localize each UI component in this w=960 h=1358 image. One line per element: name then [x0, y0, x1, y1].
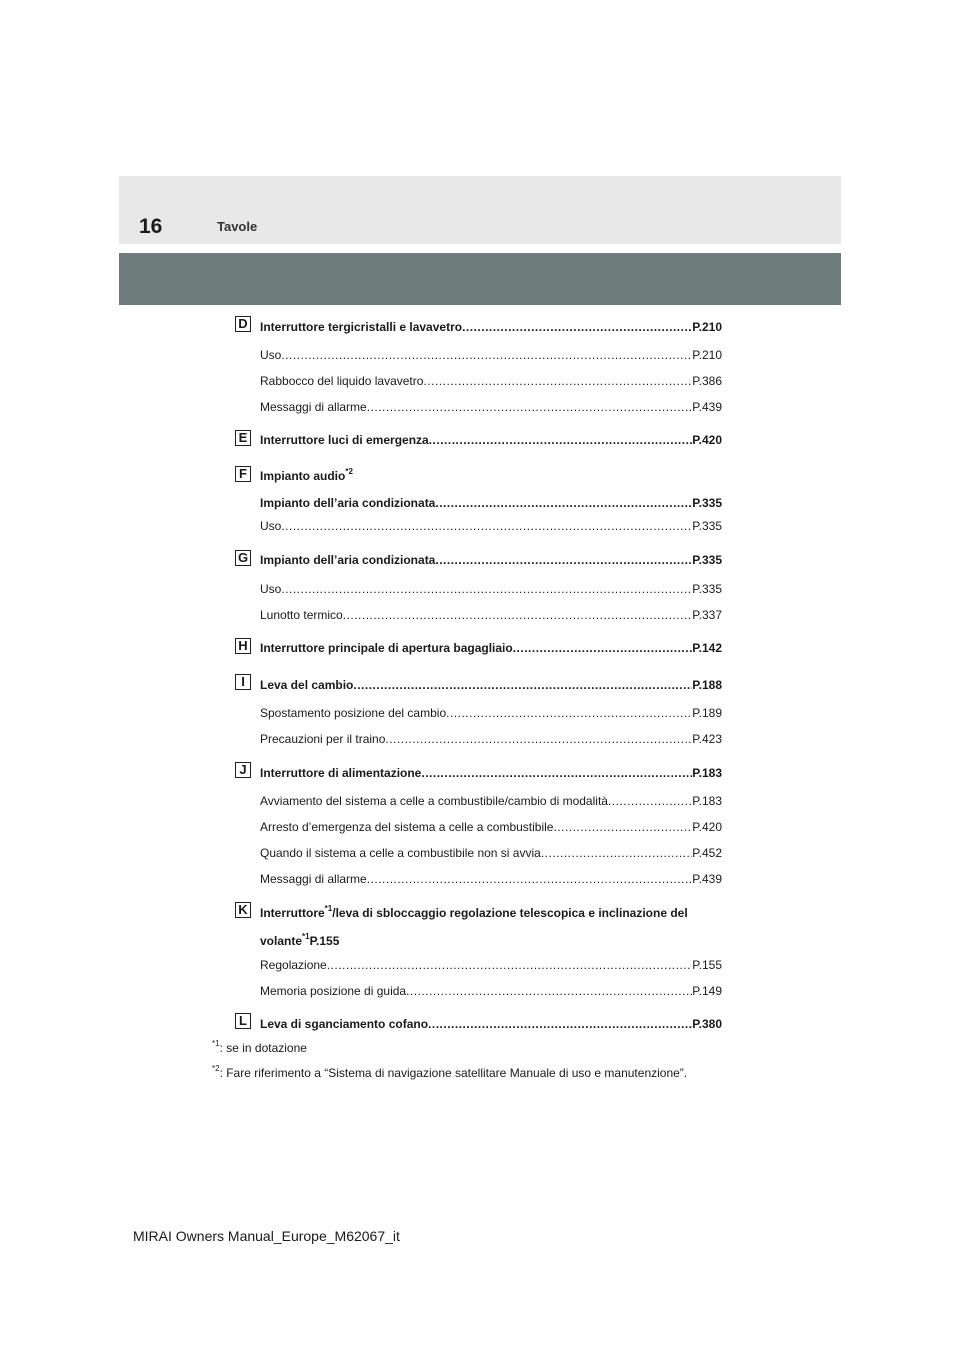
- footnote-2: [212, 1066, 687, 1080]
- entry-label: Spostamento posizione del cambio: [260, 706, 447, 720]
- entry-page: P.155: [309, 934, 340, 948]
- entry-label: Uso: [260, 519, 282, 533]
- badge-e: E: [235, 430, 251, 446]
- badge-g: G: [235, 550, 251, 566]
- entry-label: Quando il sistema a celle a combustibile non si avvia: [260, 846, 541, 860]
- entry-label: Impianto dell’aria condizionata: [260, 553, 436, 567]
- entry-label: Uso: [260, 582, 282, 596]
- entry-page: P.210: [692, 320, 722, 334]
- index-entry[interactable]: [260, 468, 722, 484]
- entry-page: P.423: [692, 732, 722, 746]
- badge-i: I: [235, 674, 251, 690]
- index-entry[interactable]: [260, 319, 722, 335]
- entry-page: P.420: [692, 820, 722, 834]
- badge-d: D: [235, 316, 251, 332]
- entry-page: P.188: [692, 678, 722, 692]
- index-subentry[interactable]: [260, 373, 722, 389]
- index-entry[interactable]: [260, 677, 722, 693]
- badge-h: H: [235, 638, 251, 654]
- entry-page: P.335: [692, 582, 722, 596]
- entry-label: Regolazione: [260, 958, 327, 972]
- entry-page: P.439: [692, 400, 722, 414]
- entry-page: P.183: [692, 766, 722, 780]
- entry-label: volante: [260, 934, 303, 948]
- page-footer: MIRAI Owners Manual_Europe_M62067_it: [133, 1228, 400, 1244]
- entry-label: Interruttore: [260, 906, 325, 920]
- index-subentry[interactable]: [260, 871, 722, 887]
- index-subentry[interactable]: [260, 957, 722, 973]
- index-subentry[interactable]: [260, 581, 722, 597]
- footnote-text: : Fare riferimento a “Sistema di navigazione satellitare Manuale di uso e manutenzione”.: [219, 1066, 688, 1080]
- index-subentry[interactable]: [260, 731, 722, 747]
- index-entry[interactable]: [260, 495, 722, 511]
- entry-label: Interruttore principale di apertura bagagliaio: [260, 641, 513, 655]
- index-entry-cont[interactable]: [260, 933, 722, 949]
- entry-page: P.380: [692, 1017, 722, 1031]
- entry-page: P.189: [692, 706, 722, 720]
- entry-label: Messaggi di allarme: [260, 872, 367, 886]
- page-header: [119, 176, 841, 244]
- index-subentry[interactable]: [260, 399, 722, 415]
- entry-page: P.335: [692, 519, 722, 533]
- entry-label: Messaggi di allarme: [260, 400, 367, 414]
- entry-label: Impianto dell’aria condizionata: [260, 496, 436, 510]
- entry-page: P.439: [692, 872, 722, 886]
- index-subentry[interactable]: [260, 983, 722, 999]
- index-subentry[interactable]: [260, 845, 722, 861]
- badge-l: L: [235, 1013, 251, 1029]
- entry-page: P.386: [692, 374, 722, 388]
- header-band: [119, 253, 841, 305]
- entry-label: Impianto audio: [260, 469, 346, 483]
- footnote-text: : se in dotazione: [219, 1041, 307, 1055]
- entry-label: Lunotto termico: [260, 608, 343, 622]
- entry-page: P.335: [692, 496, 722, 510]
- footnote-mark: *1: [324, 904, 333, 913]
- entry-page: P.420: [692, 433, 722, 447]
- page-number: 16: [139, 215, 163, 238]
- entry-page: P.155: [692, 958, 722, 972]
- entry-page: P.142: [692, 641, 722, 655]
- entry-page: P.183: [692, 794, 722, 808]
- index-subentry[interactable]: [260, 793, 722, 809]
- footnote-mark: *1: [212, 1039, 220, 1048]
- entry-page: P.149: [692, 984, 722, 998]
- entry-label: Uso: [260, 348, 282, 362]
- entry-label: Memoria posizione di guida: [260, 984, 407, 998]
- footnote-mark: *1: [302, 932, 310, 941]
- badge-k: K: [235, 902, 251, 918]
- footnote-1: [212, 1041, 307, 1055]
- entry-label: Avviamento del sistema a celle a combustibile/cambio di modalità: [260, 794, 608, 808]
- section-title: Tavole: [217, 219, 258, 234]
- index-subentry[interactable]: [260, 607, 722, 623]
- entry-label: Leva di sganciamento cofano: [260, 1017, 429, 1031]
- entry-label: Rabbocco del liquido lavavetro: [260, 374, 424, 388]
- footnote-mark: *2: [212, 1064, 220, 1073]
- index-entry[interactable]: [260, 552, 722, 568]
- index-subentry[interactable]: [260, 705, 722, 721]
- entry-label: Arresto d’emergenza del sistema a celle a combustibile: [260, 820, 554, 834]
- entry-label: Interruttore luci di emergenza: [260, 433, 429, 447]
- entry-label: Precauzioni per il traino: [260, 732, 386, 746]
- index-entry[interactable]: [260, 1016, 722, 1032]
- index-subentry[interactable]: [260, 819, 722, 835]
- entry-label-cont: /leva di sbloccaggio regolazione telescopica e inclinazione del: [332, 906, 688, 920]
- index-entry[interactable]: [260, 905, 722, 921]
- entry-label: Interruttore tergicristalli e lavavetro: [260, 320, 463, 334]
- entry-page: P.210: [692, 348, 722, 362]
- entry-page: P.452: [692, 846, 722, 860]
- index-entry[interactable]: [260, 765, 722, 781]
- entry-label: Leva del cambio: [260, 678, 354, 692]
- index-subentry[interactable]: [260, 518, 722, 534]
- entry-label: Interruttore di alimentazione: [260, 766, 422, 780]
- index-entry[interactable]: [260, 432, 722, 448]
- entry-page: P.337: [692, 608, 722, 622]
- badge-j: J: [235, 762, 251, 778]
- entry-page: P.335: [692, 553, 722, 567]
- badge-f: F: [235, 466, 251, 482]
- index-subentry[interactable]: [260, 347, 722, 363]
- footnote-mark: *2: [345, 467, 353, 476]
- index-entry[interactable]: [260, 640, 722, 656]
